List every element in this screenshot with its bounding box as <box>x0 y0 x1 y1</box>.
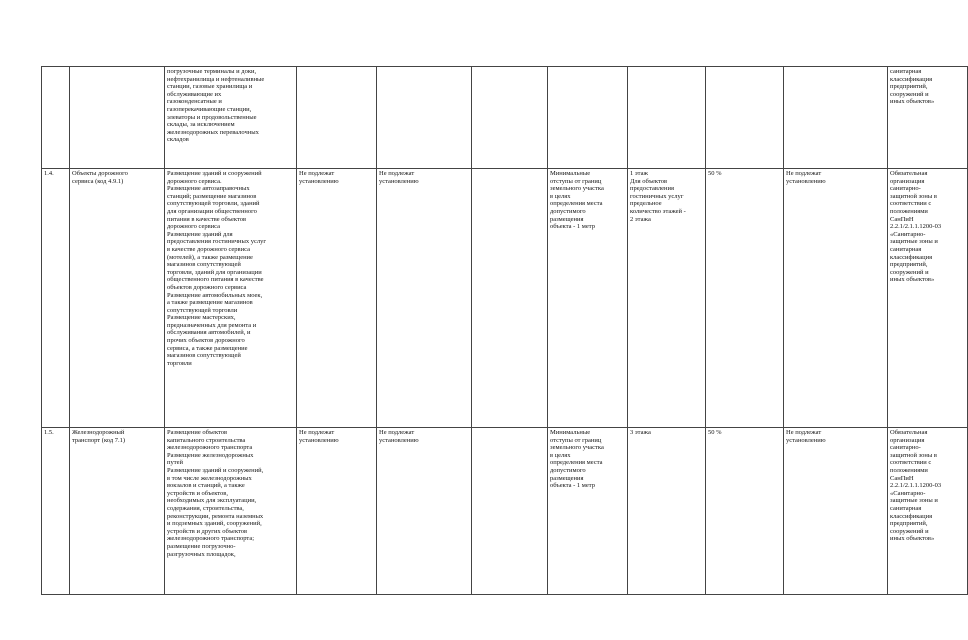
cell-max-area: Не подлежат установлению <box>377 428 472 595</box>
cell-restrictions: Обязательная организация санитарно- защитной зоны в соответствии с положениями СанПиН 2.2.1/2.1.1.1200-03 «Санитарно- защитные зоны и санитарная классификация предприятий, сооружений и иных объектов» <box>888 428 968 595</box>
cell-restrictions: санитарная классификация предприятий, сооружений и иных объектов» <box>888 67 968 169</box>
zoning-table <box>41 66 968 595</box>
cell-floors <box>628 67 706 169</box>
cell-setbacks: Минимальные отступы от границ земельного участка в целях определения места допустимого размещения объекта - 1 метр <box>548 169 628 428</box>
cell-floors: 1 этаж Для объектов предоставления гостиничных услуг предельное количество этажей - 2 этажа <box>628 169 706 428</box>
cell-min-area: Не подлежат установлению <box>297 169 377 428</box>
table-row <box>42 67 968 169</box>
cell-empty <box>472 67 548 169</box>
cell-other: Не подлежат установлению <box>784 428 888 595</box>
cell-min-area <box>297 67 377 169</box>
cell-min-area: Не подлежат установлению <box>297 428 377 595</box>
cell-name: Железнодорожный транспорт (код 7.1) <box>70 428 165 595</box>
cell-activity: Размещение зданий и сооружений дорожного сервиса. Размещение автозаправочных станций; размещение магазинов сопутствующей торговли, зданий для организации общественного питания в качестве объектов дорожного сервиса Размещение зданий для предоставления гостиничных услуг в качестве дорожного сервиса (мотелей), а также размещение магазинов сопутствующей торговли, зданий для организации общественного питания в качестве объектов дорожного сервиса Размещение автомобильных моек, а также размещение магазинов сопутствующей торговли Размещение мастерских, предназначенных для ремонта и обслуживания автомобилей, и прочих объектов дорожного сервиса, а также размещение магазинов сопутствующей торговли <box>165 169 297 428</box>
cell-activity: Размещение объектов капитального строительства железнодорожного транспорта Размещение железнодорожных путей Размещение зданий и сооружений, в том числе железнодорожных вокзалов и станций, а также устройств и объектов, необходимых для эксплуатации, содержания, строительства, реконструкции, ремонта наземных и подземных зданий, сооружений, устройств и других объектов железнодорожного транспорта; размещение погрузочно- разгрузочных площадок, <box>165 428 297 595</box>
cell-setbacks: Минимальные отступы от границ земельного участка в целях определения места допустимого размещения объекта - 1 метр <box>548 428 628 595</box>
cell-max-area <box>377 67 472 169</box>
cell-other <box>784 67 888 169</box>
cell-coverage: 50 % <box>706 428 784 595</box>
cell-name <box>70 67 165 169</box>
cell-name: Объекты дорожного сервиса (код 4.9.1) <box>70 169 165 428</box>
cell-activity: погрузочные терминалы и доки, нефтехранилища и нефтеналивные станции, газовые хранилища и обслуживающие их газоконденсатные и газоперекачивающие станции, элеваторы и продовольственные склады, за исключением железнодорожных перевалочных складов <box>165 67 297 169</box>
cell-empty <box>472 169 548 428</box>
table-row <box>42 428 968 595</box>
cell-coverage: 50 % <box>706 169 784 428</box>
cell-other: Не подлежат установлению <box>784 169 888 428</box>
cell-num <box>42 67 70 169</box>
cell-coverage <box>706 67 784 169</box>
table-row <box>42 169 968 428</box>
cell-restrictions: Обязательная организация санитарно- защитной зоны в соответствии с положениями СанПиН 2.2.1/2.1.1.1200-03 «Санитарно- защитные зоны и санитарная классификация предприятий, сооружений и иных объектов» <box>888 169 968 428</box>
cell-setbacks <box>548 67 628 169</box>
cell-num: 1.5. <box>42 428 70 595</box>
cell-empty <box>472 428 548 595</box>
cell-num: 1.4. <box>42 169 70 428</box>
cell-max-area: Не подлежат установлению <box>377 169 472 428</box>
cell-floors: 3 этажа <box>628 428 706 595</box>
